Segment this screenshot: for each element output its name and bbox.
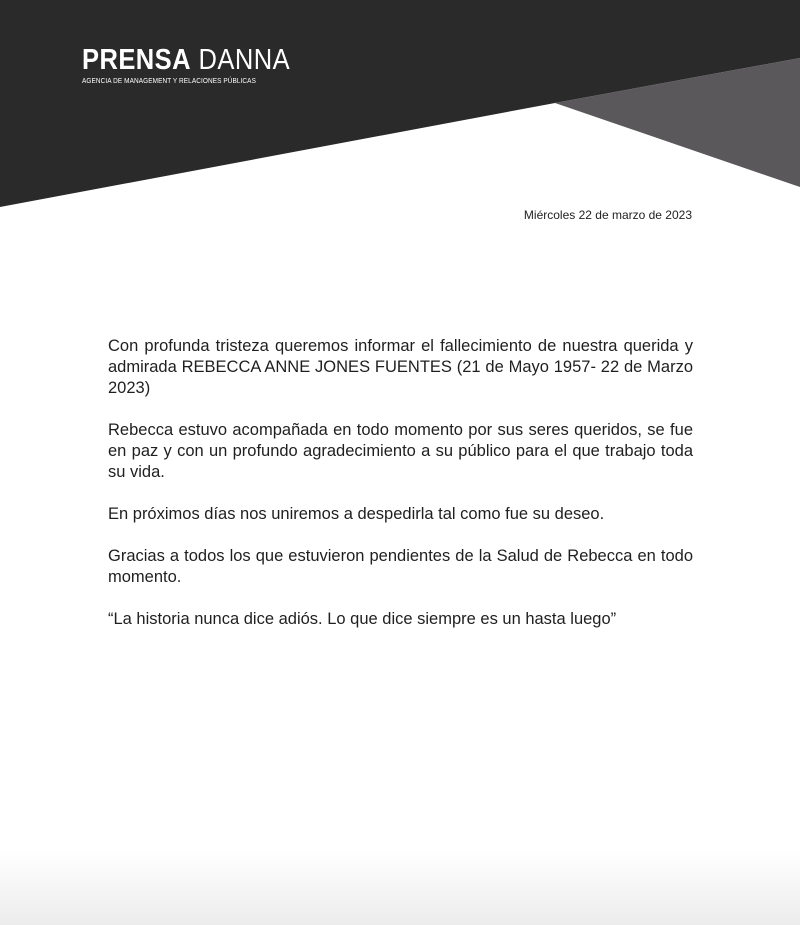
paragraph-quote: “La historia nunca dice adiós. Lo que dice siempre es un hasta luego” <box>108 610 617 628</box>
paragraph-upcoming: En próximos días nos uniremos a despedirla tal como fue su deseo. <box>108 505 605 523</box>
paragraph-announcement: Con profunda tristeza queremos informar el fallecimiento de nuestra querida y admirada REBECCA ANNE JONES FUENTES (21 de Mayo 1957- 22 de Marzo 2023) <box>108 337 693 397</box>
brand-name <box>82 44 290 76</box>
brand-tagline: AGENCIA DE MANAGEMENT Y RELACIONES PÚBLICAS <box>82 76 256 85</box>
paragraph-farewell: Rebecca estuvo acompañada en todo momento por sus seres queridos, se fue en paz y con un profundo agradecimiento a su público para el que trabajo toda su vida. <box>108 421 693 481</box>
footer-shadow <box>0 850 800 925</box>
brand-logo <box>82 44 318 85</box>
brand-name-light: DANNA <box>190 44 291 76</box>
letter-date: Miércoles 22 de marzo de 2023 <box>523 208 692 222</box>
letter-body <box>108 336 693 651</box>
paragraph-thanks: Gracias a todos los que estuvieron pendientes de la Salud de Rebecca en todo momento. <box>108 547 693 586</box>
header-background <box>0 0 800 210</box>
brand-name-bold: PRENSA <box>82 44 191 76</box>
